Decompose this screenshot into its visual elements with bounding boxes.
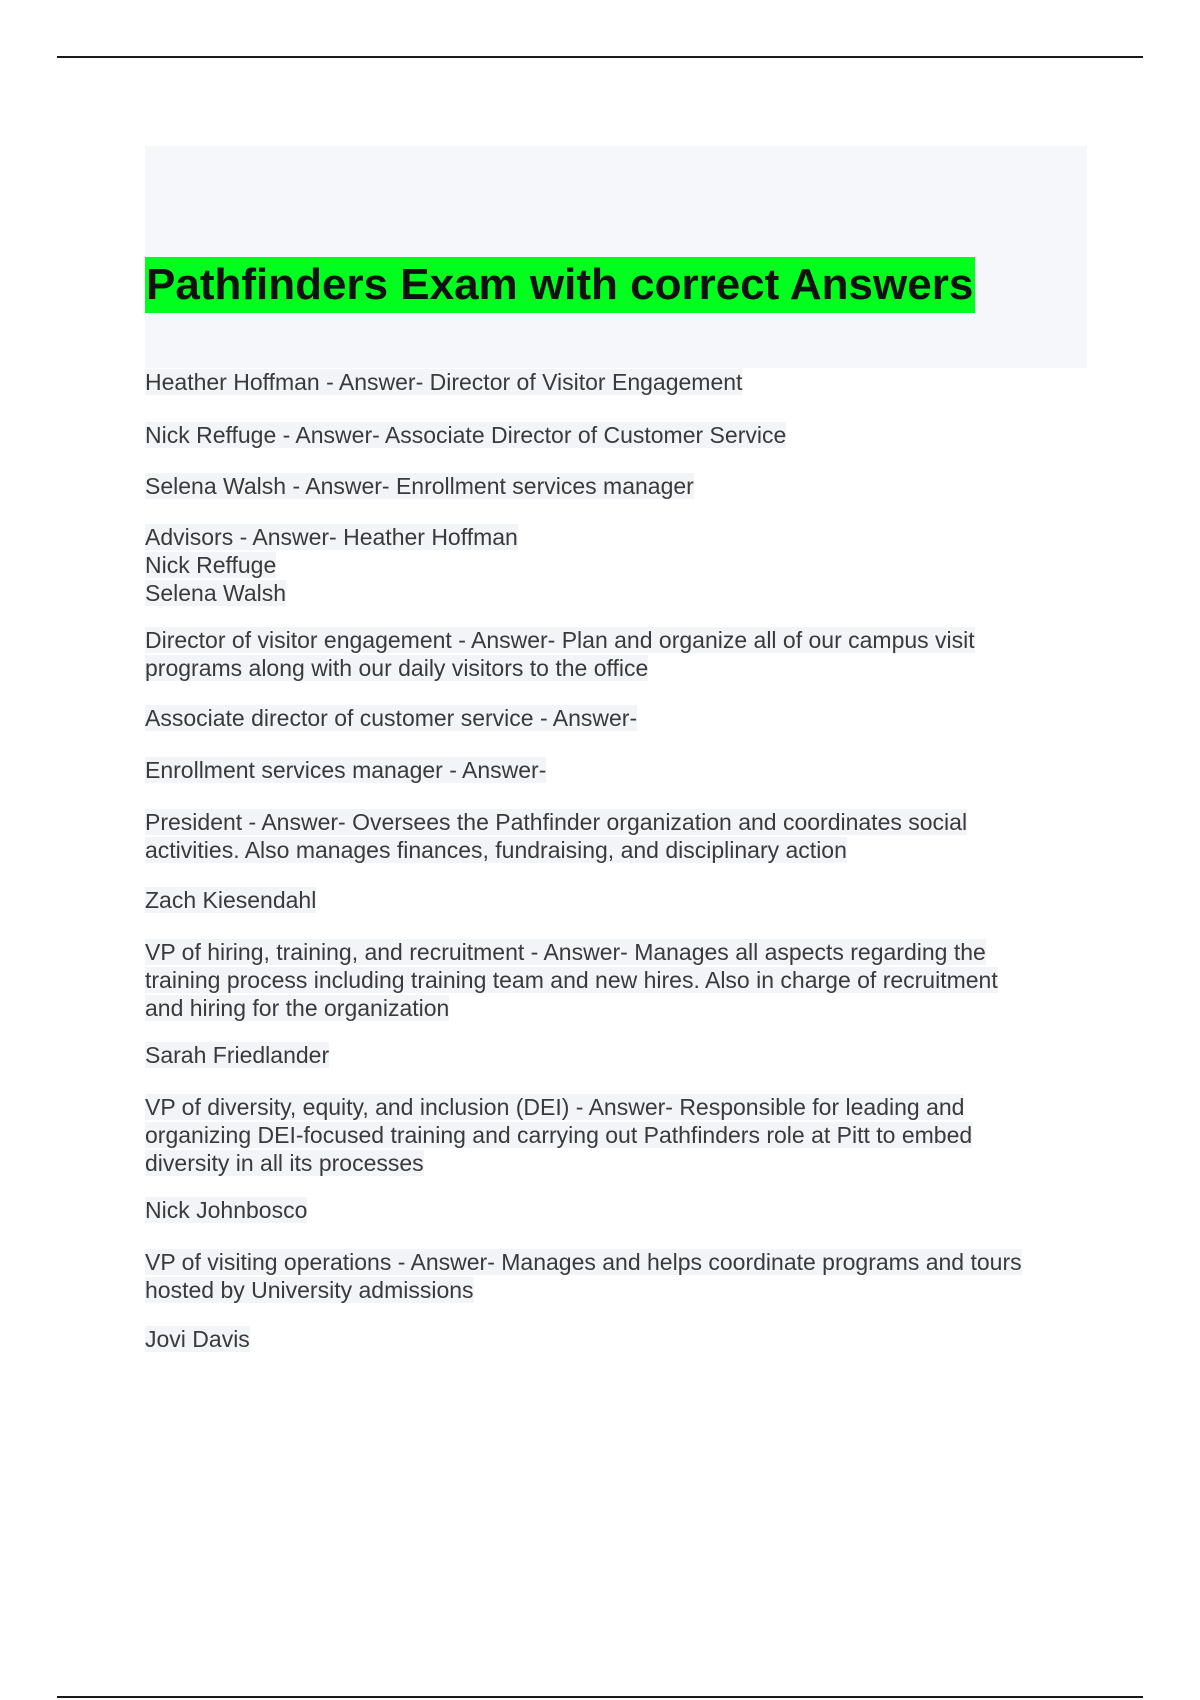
qa-entry — [145, 523, 518, 607]
entry-line: Jovi Davis — [145, 1326, 250, 1352]
entry-line: activities. Also manages finances, fundraising, and disciplinary action — [145, 837, 847, 863]
entry-line: Nick Johnbosco — [145, 1197, 308, 1223]
entry-line: Associate director of customer service - Answer- — [145, 705, 638, 731]
qa-entry — [145, 938, 998, 1022]
entry-line: and hiring for the organization — [145, 995, 450, 1021]
entry-line: Selena Walsh — [145, 580, 287, 606]
entry-line: Heather Hoffman - Answer- Director of Visitor Engagement — [145, 369, 743, 395]
qa-entry — [145, 886, 316, 914]
qa-entry — [145, 368, 742, 396]
entry-line: Sarah Friedlander — [145, 1042, 330, 1068]
entry-line: Director of visitor engagement - Answer- Plan and organize all of our campus visit — [145, 627, 975, 653]
entry-line: President - Answer- Oversees the Pathfinder organization and coordinates social — [145, 809, 968, 835]
entry-line: training process including training team and new hires. Also in charge of recruitment — [145, 967, 998, 993]
document-title: Pathfinders Exam with correct Answers — [145, 257, 975, 313]
entry-line: programs along with our daily visitors to the office — [145, 655, 649, 681]
entry-line: VP of visiting operations - Answer- Manages and helps coordinate programs and tours — [145, 1249, 1022, 1275]
entry-line: hosted by University admissions — [145, 1277, 474, 1303]
qa-entry — [145, 704, 637, 732]
entry-line: Enrollment services manager - Answer- — [145, 757, 547, 783]
header-rule — [57, 56, 1143, 58]
qa-entry — [145, 1196, 307, 1224]
qa-entry — [145, 421, 786, 449]
entry-line: Zach Kiesendahl — [145, 887, 317, 913]
qa-entry — [145, 472, 694, 500]
entry-line: VP of diversity, equity, and inclusion (DEI) - Answer- Responsible for leading and — [145, 1094, 965, 1120]
entry-line: Nick Reffuge — [145, 552, 277, 578]
qa-entry — [145, 1325, 250, 1353]
qa-entry — [145, 1041, 329, 1069]
entry-line: diversity in all its processes — [145, 1150, 424, 1176]
footer-rule — [57, 1696, 1143, 1698]
entry-line: Selena Walsh - Answer- Enrollment services manager — [145, 473, 694, 499]
entry-line: Nick Reffuge - Answer- Associate Director of Customer Service — [145, 422, 787, 448]
entry-line: VP of hiring, training, and recruitment - Answer- Manages all aspects regarding the — [145, 939, 986, 965]
qa-entry — [145, 808, 967, 864]
qa-entry — [145, 1248, 1022, 1304]
qa-entry — [145, 626, 975, 682]
entry-line: organizing DEI-focused training and carrying out Pathfinders role at Pitt to embed — [145, 1122, 973, 1148]
qa-entry — [145, 756, 546, 784]
entry-line: Advisors - Answer- Heather Hoffman — [145, 524, 518, 550]
qa-entry — [145, 1093, 972, 1177]
